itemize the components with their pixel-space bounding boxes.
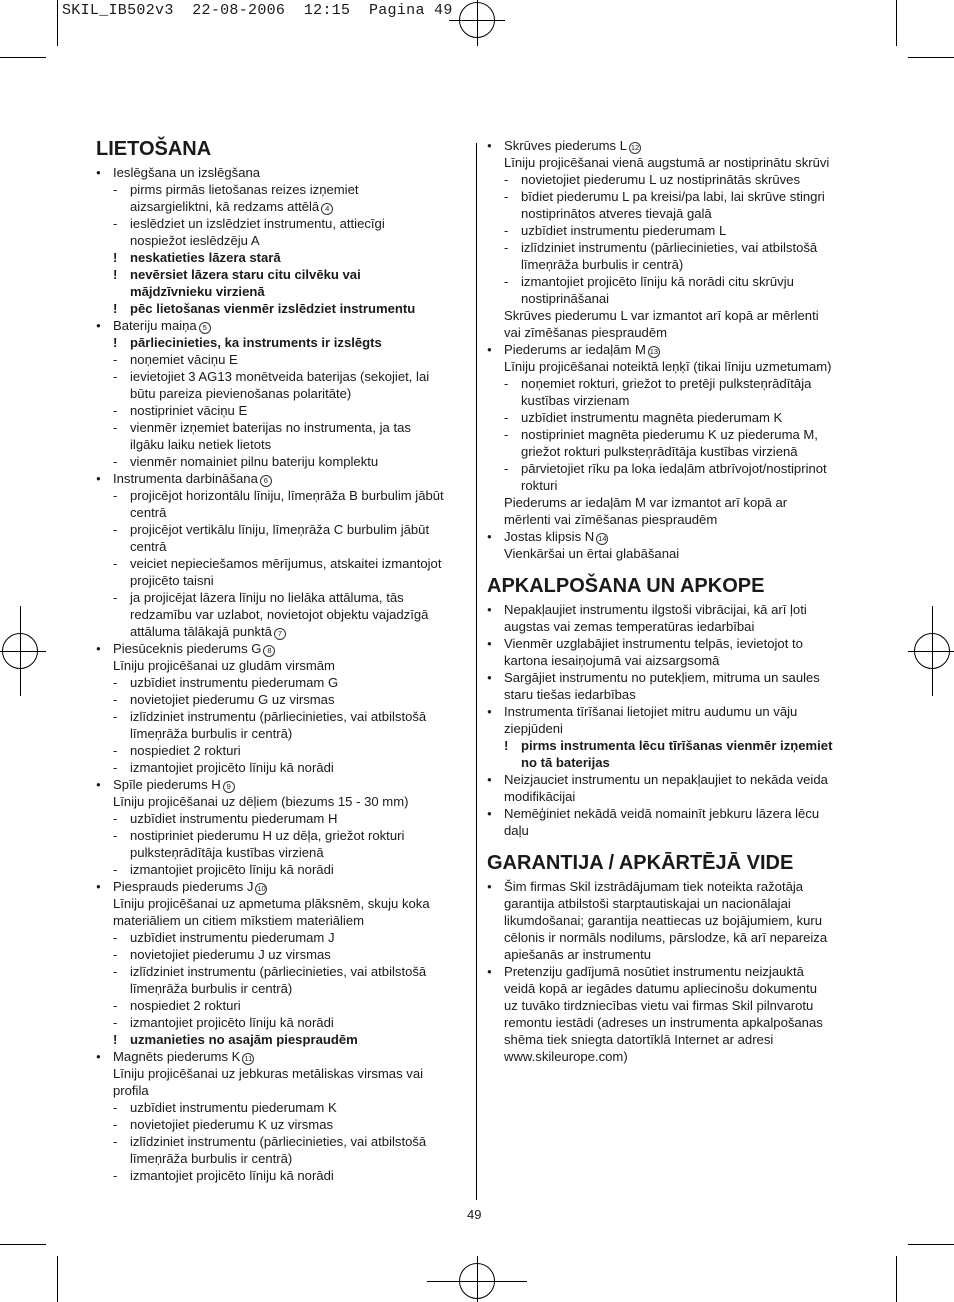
line-text: kustības virzienam xyxy=(521,393,630,408)
dash-item xyxy=(96,1014,468,1031)
crop-mark xyxy=(57,1256,58,1302)
dash-marker: - xyxy=(504,240,509,255)
line-text: no tā baterijas xyxy=(521,755,610,770)
figure-reference: 5 xyxy=(199,322,211,334)
line-text: vienmēr izņemiet baterijas no instrumenta, ja tas xyxy=(130,420,411,435)
dash-marker: - xyxy=(113,216,118,231)
dash-item xyxy=(96,980,468,997)
line-text: novietojiet piederumu J uz virsmas xyxy=(130,947,331,962)
text-line xyxy=(96,657,468,674)
dash-marker: - xyxy=(504,223,509,238)
text-line xyxy=(487,895,859,912)
line-text: uzmanieties no asajām piespraudēm xyxy=(130,1032,358,1047)
line-text: garantija atbilstoši starptautiskajai un nacionālajai xyxy=(504,896,791,911)
line-text: Piederums ar iedaļām M xyxy=(504,342,646,357)
line-text: izlīdziniet instrumentu (pārliecinieties, vai atbilstošā xyxy=(130,1134,427,1149)
dash-item xyxy=(96,555,468,572)
dash-marker: - xyxy=(113,998,118,1013)
line-text: attāluma tālākajā punktā xyxy=(130,624,272,639)
line-text: nostiprināšanai xyxy=(521,291,610,306)
dash-item xyxy=(487,256,859,273)
bullet-item xyxy=(487,601,859,618)
text-line xyxy=(96,793,468,810)
line-text: Vienmēr uzglabājiet instrumentu telpās, ievietojot to xyxy=(504,636,803,651)
bullet-item xyxy=(96,1048,468,1065)
dash-marker: - xyxy=(504,410,509,425)
line-text: ieslēdziet un izslēdziet instrumentu, attiecīgi xyxy=(130,216,385,231)
text-line xyxy=(487,1048,859,1065)
line-text: projicējot horizontālu līniju, līmeņrāža B burbulim jābūt xyxy=(130,488,444,503)
dash-marker: - xyxy=(113,1117,118,1132)
line-text: Magnēts piederums K xyxy=(113,1049,241,1064)
line-text: ilgāku laiku netiek lietots xyxy=(130,437,272,452)
dash-item xyxy=(96,725,468,742)
warning-marker: ! xyxy=(113,335,118,350)
line-text: uz tuvāko tirdzniecības vietu vai firmas Skil pilnvarotu xyxy=(504,998,814,1013)
dash-marker: - xyxy=(113,420,118,435)
warning-marker: ! xyxy=(113,250,118,265)
line-text: izmantojiet projicēto līniju kā norādi citu skrūvju xyxy=(521,274,794,289)
text-line xyxy=(487,686,859,703)
line-text: nostipriniet piederumu H uz dēļa, griežot rokturi xyxy=(130,828,405,843)
dash-item xyxy=(96,827,468,844)
crop-mark xyxy=(908,1244,954,1245)
crop-mark xyxy=(908,57,954,58)
line-text: Jostas klipsis N xyxy=(504,529,595,544)
line-text: pirms pirmās lietošanas reizes izņemiet xyxy=(130,182,359,197)
line-text: neskatieties lāzera starā xyxy=(130,250,281,265)
figure-reference: 11 xyxy=(242,1053,254,1065)
line-text: novietojiet piederumu K uz virsmas xyxy=(130,1117,334,1132)
line-text: profila xyxy=(113,1083,149,1098)
figure-reference: 6 xyxy=(260,475,272,487)
bullet-item xyxy=(487,963,859,980)
accessory-lines xyxy=(487,137,859,562)
line-text: Sargājiet instrumentu no putekļiem, mitruma un saules xyxy=(504,670,820,685)
bullet-item xyxy=(487,805,859,822)
warning-marker: ! xyxy=(113,267,118,282)
warning-item xyxy=(487,754,859,771)
warning-item xyxy=(96,1031,468,1048)
dash-item xyxy=(487,392,859,409)
dash-item xyxy=(96,691,468,708)
line-text: izmantojiet projicēto līniju kā norādi xyxy=(130,1015,334,1030)
dash-item xyxy=(487,205,859,222)
dash-item xyxy=(96,1167,468,1184)
line-text: uzbīdiet instrumentu piederumam H xyxy=(130,811,338,826)
line-text: uzbīdiet instrumentu piederumam J xyxy=(130,930,335,945)
line-text: bīdiet piederumu L pa kreisi/pa labi, lai skrūve stingri xyxy=(521,189,825,204)
dash-marker: - xyxy=(113,811,118,826)
dash-item xyxy=(96,861,468,878)
dash-item xyxy=(96,572,468,589)
line-text: izmantojiet projicēto līniju kā norādi xyxy=(130,760,334,775)
line-text: mājdzīvnieku virzienā xyxy=(130,284,265,299)
line-text: pēc lietošanas vienmēr izslēdziet instrumentu xyxy=(130,301,416,316)
dash-item xyxy=(96,504,468,521)
line-text: Līniju projicēšanai uz gludām virsmām xyxy=(113,658,335,673)
dash-marker: - xyxy=(113,352,118,367)
dash-item xyxy=(96,487,468,504)
line-text: pārvietojiet rīku pa loka iedaļām atbrīvojot/nostiprinot xyxy=(521,461,827,476)
figure-reference: 10 xyxy=(257,884,266,893)
bullet-item xyxy=(487,341,859,358)
line-text: nospiediet 2 rokturi xyxy=(130,998,241,1013)
text-line xyxy=(487,912,859,929)
dash-item xyxy=(96,810,468,827)
line-text: remontu iestādi (adreses un instrumenta apkalpošanas xyxy=(504,1015,823,1030)
dash-item xyxy=(96,606,468,623)
warning-item xyxy=(96,249,468,266)
figure-reference: 4 xyxy=(321,203,333,215)
line-text: nostipriniet vāciņu E xyxy=(130,403,248,418)
line-text: veidā kopā ar iegādes datumu apliecinošu dokumentu xyxy=(504,981,818,996)
dash-marker: - xyxy=(113,760,118,775)
warning-item xyxy=(96,300,468,317)
text-line xyxy=(96,1082,468,1099)
dash-item xyxy=(96,963,468,980)
dash-marker: - xyxy=(113,454,118,469)
line-text: uzbīdiet instrumentu piederumam L xyxy=(521,223,727,238)
figure-reference: 13 xyxy=(649,347,659,356)
dash-item xyxy=(96,1150,468,1167)
bullet-item xyxy=(96,878,468,895)
line-text: uzbīdiet instrumentu piederumam K xyxy=(130,1100,337,1115)
dash-item xyxy=(487,290,859,307)
dash-item xyxy=(96,385,468,402)
warning-item xyxy=(487,737,859,754)
left-column xyxy=(96,137,468,1184)
dash-marker: - xyxy=(113,692,118,707)
dash-item xyxy=(487,426,859,443)
bullet-item xyxy=(487,635,859,652)
text-line xyxy=(487,358,859,375)
dash-marker: - xyxy=(113,862,118,877)
dash-item xyxy=(487,375,859,392)
line-text: aizsargieliktni, kā redzams attēlā xyxy=(130,199,320,214)
dash-item xyxy=(487,409,859,426)
line-text: uzbīdiet instrumentu magnēta piederumam K xyxy=(521,410,783,425)
dash-marker: - xyxy=(113,964,118,979)
column-divider xyxy=(476,143,477,1200)
bullet-item xyxy=(96,640,468,657)
line-text: izmantojiet projicēto līniju kā norādi xyxy=(130,862,334,877)
warning-marker: ! xyxy=(504,738,509,753)
crop-mark xyxy=(0,1244,46,1245)
dash-item xyxy=(96,538,468,555)
line-text: Līniju projicēšanai noteiktā leņķī (tikai līniju uzmetumam) xyxy=(504,359,832,374)
section-title-lietosana: LIETOŠANA xyxy=(96,138,212,160)
text-line xyxy=(96,895,468,912)
line-text: līmeņrāža burbulis ir centrā) xyxy=(130,981,293,996)
dash-item xyxy=(96,521,468,538)
line-text: Instrumenta tīrīšanai lietojiet mitru audumu un vāju xyxy=(504,704,798,719)
bullet-item xyxy=(487,878,859,895)
dash-item xyxy=(96,453,468,470)
dash-item xyxy=(487,171,859,188)
dash-item xyxy=(487,188,859,205)
line-text: nevērsiet lāzera staru citu cilvēku vai xyxy=(130,267,361,282)
text-line xyxy=(487,545,859,562)
line-text: izlīdziniet instrumentu (pārliecinieties, vai atbilstošā xyxy=(130,964,427,979)
text-line xyxy=(487,946,859,963)
line-text: novietojiet piederumu L uz nostiprinātās skrūves xyxy=(521,172,800,187)
line-text: shēma tiek sniegta datortīklā Internet ar adresi xyxy=(504,1032,774,1047)
line-text: Skrūves piederumu L var izmantot arī kopā ar mērlenti xyxy=(504,308,819,323)
dash-marker: - xyxy=(504,427,509,442)
dash-item xyxy=(96,742,468,759)
dash-marker: - xyxy=(113,930,118,945)
dash-item xyxy=(96,436,468,453)
line-text: izmantojiet projicēto līniju kā norādi xyxy=(130,1168,334,1183)
text-line xyxy=(487,1031,859,1048)
dash-marker: - xyxy=(113,675,118,690)
section-title-garantija: GARANTIJA / APKĀRTĒJĀ VIDE xyxy=(487,852,794,874)
bullet-item xyxy=(96,776,468,793)
line-text: kartona iesaiņojumā vai aizsargsomā xyxy=(504,653,720,668)
dash-item xyxy=(96,351,468,368)
dash-marker: - xyxy=(113,743,118,758)
crop-mark xyxy=(0,57,46,58)
bullet-item xyxy=(487,669,859,686)
text-line xyxy=(487,511,859,528)
bullet-item xyxy=(487,771,859,788)
dash-marker: - xyxy=(113,947,118,962)
line-text: www.skileurope.com) xyxy=(504,1049,628,1064)
line-text: ievietojiet 3 AG13 monētveida baterijas (sekojiet, lai xyxy=(130,369,430,384)
text-line xyxy=(96,912,468,929)
page-number: 49 xyxy=(467,1207,482,1222)
line-text: griežot rokturi pulksteņrādītāja kustības virzienā xyxy=(521,444,798,459)
dash-marker: - xyxy=(113,590,118,605)
line-text: augstas vai zemas temperatūras iedarbībai xyxy=(504,619,755,634)
dash-item xyxy=(96,402,468,419)
figure-reference: 12 xyxy=(630,143,640,152)
line-text: noņemiet rokturi, griežot to pretēji pulksteņrādītāja xyxy=(521,376,812,391)
line-text: līmeņrāža burbulis ir centrā) xyxy=(521,257,684,272)
text-line xyxy=(487,618,859,635)
line-text: izlīdziniet instrumentu (pārliecinieties, vai atbilstošā xyxy=(130,709,427,724)
right-column xyxy=(487,137,859,1065)
text-line xyxy=(487,788,859,805)
text-line xyxy=(487,822,859,839)
line-text: modifikācijai xyxy=(504,789,576,804)
dash-marker: - xyxy=(113,488,118,503)
line-text: Nepakļaujiet instrumentu ilgstoši vibrācijai, kā arī ļoti xyxy=(504,602,807,617)
line-text: projicēto taisni xyxy=(130,573,214,588)
file-header: SKIL_IB502v3 22-08-2006 12:15 Pagina 49 xyxy=(62,2,453,19)
text-line xyxy=(487,652,859,669)
dash-item xyxy=(487,477,859,494)
line-text: Nemēģiniet nekādā veidā nomainīt jebkuru lāzera lēcu xyxy=(504,806,820,821)
line-text: Instrumenta darbināšana xyxy=(113,471,258,486)
maintenance-lines xyxy=(487,601,859,839)
dash-item xyxy=(487,239,859,256)
dash-marker: - xyxy=(113,828,118,843)
dash-marker: - xyxy=(504,189,509,204)
dash-marker: - xyxy=(113,1015,118,1030)
line-text: nostiprinātos atveres tievajā galā xyxy=(521,206,712,221)
dash-item xyxy=(96,708,468,725)
warranty-lines xyxy=(487,878,859,1065)
dash-item xyxy=(96,1133,468,1150)
text-line xyxy=(487,980,859,997)
dash-marker: - xyxy=(113,403,118,418)
section-title-apkalposana: APKALPOŠANA UN APKOPE xyxy=(487,575,765,597)
dash-marker: - xyxy=(113,1134,118,1149)
dash-item xyxy=(96,929,468,946)
line-text: Piesprauds piederums J xyxy=(113,879,254,894)
line-text: ja projicējat lāzera līniju no lielāka attāluma, tās xyxy=(130,590,404,605)
bullet-item xyxy=(487,528,859,545)
text-line xyxy=(96,1065,468,1082)
line-text: Piesūceknis piederums G xyxy=(113,641,262,656)
line-text: vienmēr nomainiet pilnu bateriju komplektu xyxy=(130,454,379,469)
figure-reference: 9 xyxy=(223,781,235,793)
text-line xyxy=(487,929,859,946)
text-line xyxy=(487,494,859,511)
dash-marker: - xyxy=(113,1100,118,1115)
line-text: nospiežot ieslēdzēju A xyxy=(130,233,260,248)
figure-reference: 7 xyxy=(274,628,286,640)
dash-marker: - xyxy=(113,556,118,571)
bullet-item xyxy=(96,164,468,181)
warning-item xyxy=(96,334,468,351)
text-line xyxy=(487,1014,859,1031)
line-text: apiešanās ar instrumentu xyxy=(504,947,652,962)
line-text: staru tiešas iedarbības xyxy=(504,687,636,702)
line-text: Ieslēgšana un izslēgšana xyxy=(113,165,261,180)
line-text: likumdošanai; garantija neattiecas uz bojājumiem, kuru xyxy=(504,913,823,928)
line-text: Šim firmas Skil izstrādājumam tiek noteikta ražotāja xyxy=(504,879,804,894)
line-text: materiāliem un citiem mīkstiem materiāliem xyxy=(113,913,365,928)
dash-item xyxy=(96,232,468,249)
text-line xyxy=(487,720,859,737)
dash-marker: - xyxy=(504,172,509,187)
dash-item xyxy=(487,222,859,239)
line-text: uzbīdiet instrumentu piederumam G xyxy=(130,675,339,690)
dash-marker: - xyxy=(113,369,118,384)
line-text: Neizjauciet instrumentu un nepakļaujiet to nekāda veida xyxy=(504,772,828,787)
dash-marker: - xyxy=(113,1168,118,1183)
text-line xyxy=(487,154,859,171)
line-text: Spīle piederums H xyxy=(113,777,221,792)
figure-reference: 14 xyxy=(598,534,607,543)
warning-marker: ! xyxy=(113,1032,118,1047)
dash-marker: - xyxy=(504,461,509,476)
line-text: Vienkāršai un ērtai glabāšanai xyxy=(504,546,680,561)
line-text: Līniju projicēšanai uz jebkuras metāliskas virsmas vai xyxy=(113,1066,424,1081)
figure-reference: 8 xyxy=(263,645,275,657)
line-text: būtu pareiza pievienošanas polaritāte) xyxy=(130,386,352,401)
crop-mark xyxy=(896,1256,897,1302)
dash-item xyxy=(96,181,468,198)
dash-marker: - xyxy=(504,274,509,289)
warning-item xyxy=(96,283,468,300)
warning-marker: ! xyxy=(113,301,118,316)
dash-item xyxy=(96,368,468,385)
dash-item xyxy=(96,1116,468,1133)
line-text: Līniju projicēšanai uz apmetuma plāksnēm, skuju koka xyxy=(113,896,430,911)
line-text: centrā xyxy=(130,539,167,554)
dash-item xyxy=(96,419,468,436)
dash-item xyxy=(487,273,859,290)
warning-item xyxy=(96,266,468,283)
dash-marker: - xyxy=(504,376,509,391)
dash-item xyxy=(96,215,468,232)
line-text: mērlenti vai zīmēšanas piespraudēm xyxy=(504,512,718,527)
bullet-item xyxy=(96,470,468,487)
left-lines xyxy=(96,164,468,1184)
line-text: nospiediet 2 rokturi xyxy=(130,743,241,758)
dash-item xyxy=(96,844,468,861)
line-text: līmeņrāža burbulis ir centrā) xyxy=(130,1151,293,1166)
line-text: cēlonis ir normāls nodilums, pārslodze, kā arī nepareiza xyxy=(504,930,828,945)
line-text: Piederums ar iedaļām M var izmantot arī kopā ar xyxy=(504,495,788,510)
line-text: rokturi xyxy=(521,478,558,493)
dash-marker: - xyxy=(113,522,118,537)
bullet-item xyxy=(487,137,859,154)
dash-item xyxy=(96,198,468,215)
dash-marker: - xyxy=(113,709,118,724)
bullet-item xyxy=(96,317,468,334)
crop-mark xyxy=(896,0,897,46)
line-text: vai zīmēšanas piespraudēm xyxy=(504,325,668,340)
line-text: Skrūves piederums L xyxy=(504,138,627,153)
line-text: novietojiet piederumu G uz virsmas xyxy=(130,692,335,707)
text-line xyxy=(487,324,859,341)
line-text: redzamību var uzlabot, novietojot objektu vajadzīgā xyxy=(130,607,429,622)
line-text: Pretenziju gadījumā nosūtiet instrumentu neizjauktā xyxy=(504,964,804,979)
text-line xyxy=(487,997,859,1014)
line-text: projicējot vertikālu līniju, līmeņrāža C burbulim jābūt xyxy=(130,522,430,537)
dash-item xyxy=(96,997,468,1014)
line-text: pirms instrumenta lēcu tīrīšanas vienmēr izņemiet xyxy=(521,738,833,753)
line-text: izlīdziniet instrumentu (pārliecinieties, vai atbilstošā xyxy=(521,240,818,255)
line-text: pārliecinieties, ka instruments ir izslēgts xyxy=(130,335,382,350)
dash-item xyxy=(96,946,468,963)
dash-item xyxy=(487,443,859,460)
line-text: Bateriju maiņa xyxy=(113,318,197,333)
dash-item xyxy=(96,759,468,776)
dash-item xyxy=(96,623,468,640)
dash-item xyxy=(96,589,468,606)
line-text: veiciet nepieciešamos mērījumus, atskaitei izmantojot xyxy=(130,556,442,571)
text-line xyxy=(487,307,859,324)
dash-item xyxy=(96,674,468,691)
bullet-item xyxy=(487,703,859,720)
dash-item xyxy=(96,1099,468,1116)
dash-item xyxy=(487,460,859,477)
line-text: daļu xyxy=(504,823,529,838)
dash-marker: - xyxy=(113,182,118,197)
crop-mark xyxy=(57,0,58,46)
line-text: nostipriniet magnēta piederumu K uz piederuma M, xyxy=(521,427,818,442)
line-text: Līniju projicēšanai vienā augstumā ar nostiprinātu skrūvi xyxy=(504,155,830,170)
line-text: līmeņrāža burbulis ir centrā) xyxy=(130,726,293,741)
line-text: pulksteņrādītāja kustības virzienā xyxy=(130,845,324,860)
line-text: noņemiet vāciņu E xyxy=(130,352,238,367)
line-text: centrā xyxy=(130,505,167,520)
line-text: ziepjūdeni xyxy=(504,721,563,736)
line-text: Līniju projicēšanai uz dēļiem (biezums 15 - 30 mm) xyxy=(113,794,409,809)
